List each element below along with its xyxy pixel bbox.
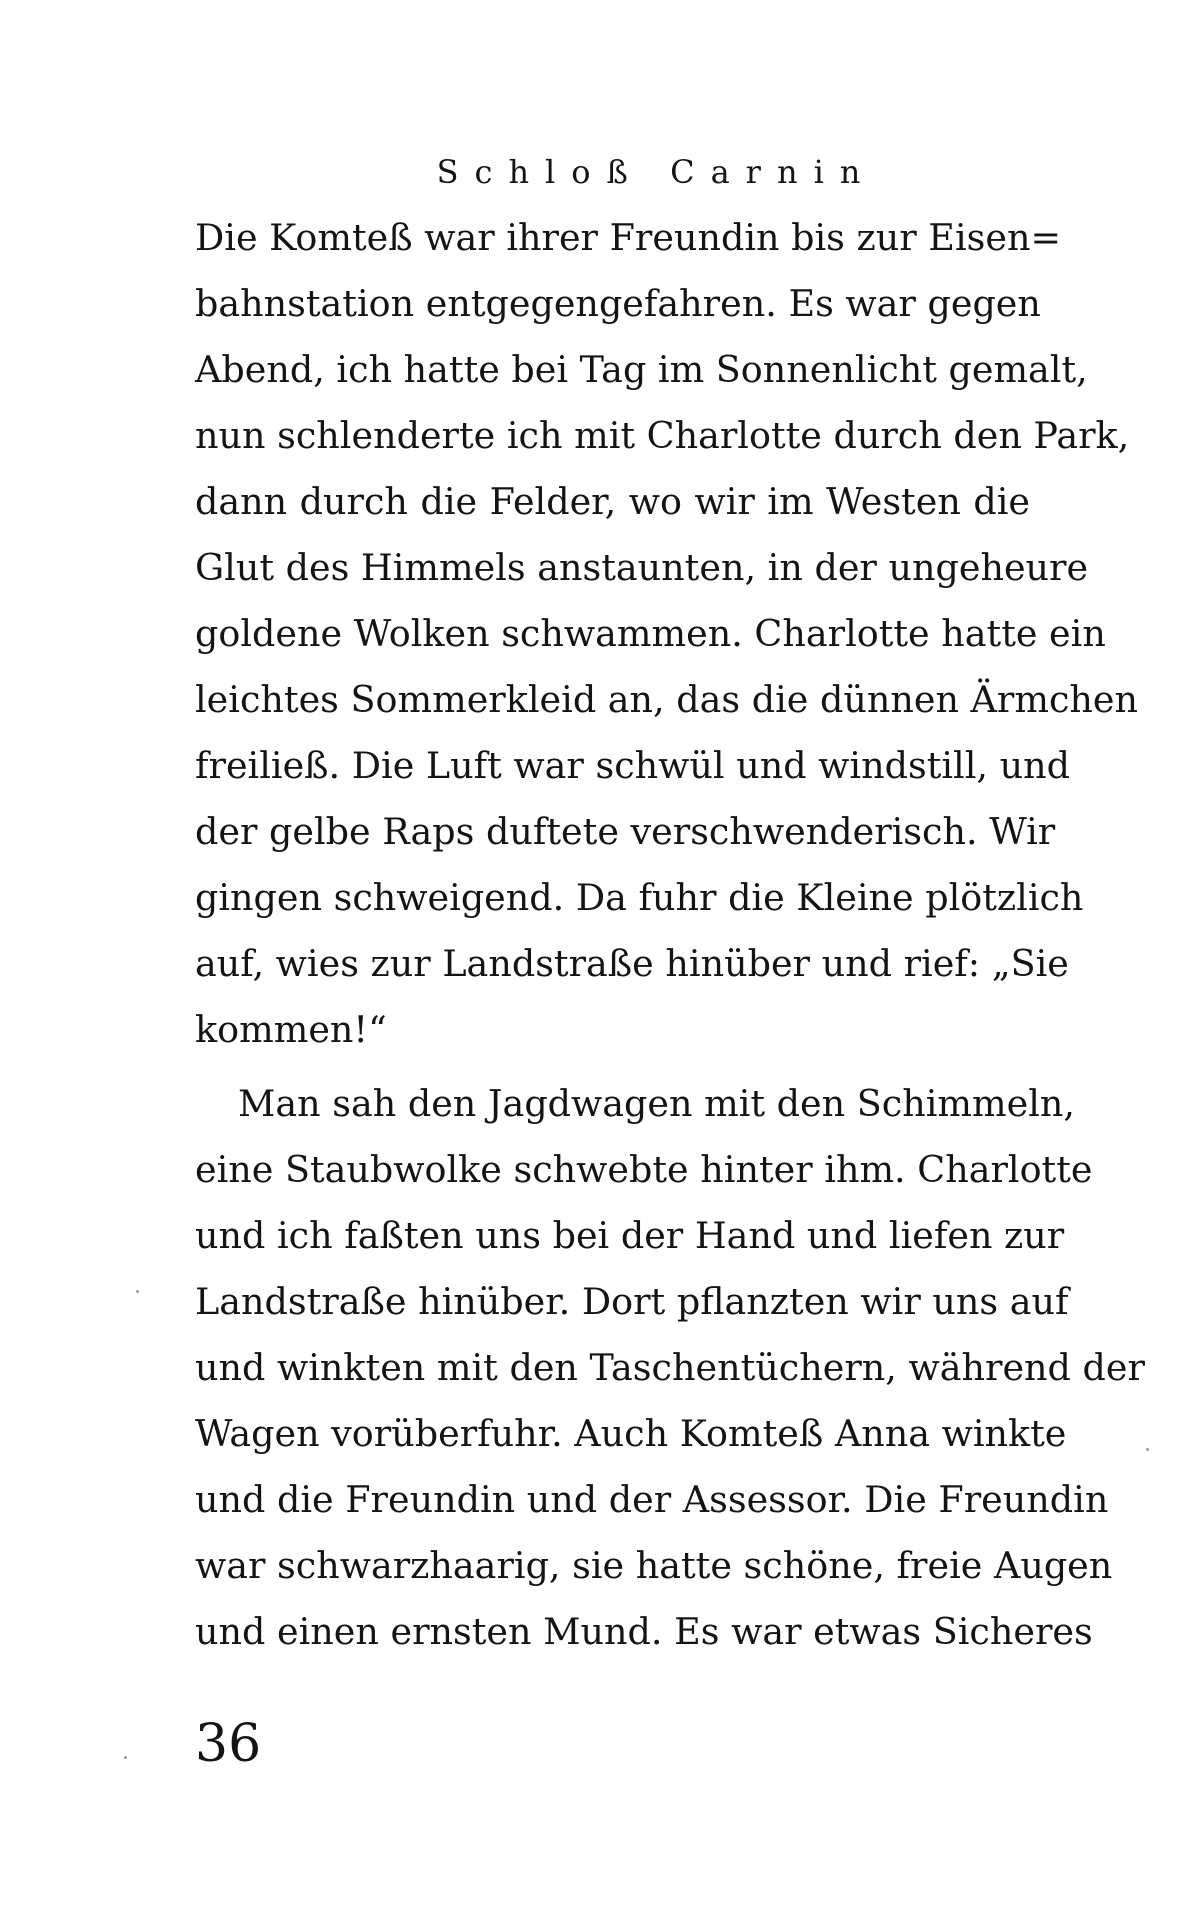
text-line: war schwarzhaarig, sie hatte schöne, freie Augen [195, 1544, 1113, 1587]
text-line: Landstraße hinüber. Dort pflanzten wir uns auf [195, 1280, 1069, 1323]
text-line: Die Komteß war ihrer Freundin bis zur Eisen= [195, 216, 1062, 259]
text-line: freiließ. Die Luft war schwül und windstill, und [195, 744, 1070, 787]
running-head: Schloß Carnin [436, 153, 877, 191]
text-line: Man sah den Jagdwagen mit den Schimmeln, [238, 1082, 1075, 1125]
text-line: Wagen vorüberfuhr. Auch Komteß Anna winkte [195, 1412, 1067, 1455]
paper-speck [136, 1290, 139, 1293]
page-number: 36 [195, 1714, 262, 1774]
text-line: goldene Wolken schwammen. Charlotte hatte ein [195, 612, 1106, 655]
text-line: Glut des Himmels anstaunten, in der ungeheure [195, 546, 1089, 589]
paper-speck [124, 1756, 127, 1759]
text-line: Abend, ich hatte bei Tag im Sonnenlicht gemalt, [195, 348, 1088, 391]
paper-speck [1146, 1448, 1149, 1451]
text-line: und winkten mit den Taschentüchern, während der [195, 1346, 1145, 1389]
text-line: und ich faßten uns bei der Hand und liefen zur [195, 1214, 1065, 1257]
text-line: und die Freundin und der Assessor. Die Freundin [195, 1478, 1109, 1521]
text-line: dann durch die Felder, wo wir im Westen die [195, 480, 1030, 523]
text-line: auf, wies zur Landstraße hinüber und rief: „Sie [195, 942, 1069, 985]
text-line: und einen ernsten Mund. Es war etwas Sicheres [195, 1610, 1093, 1653]
text-line: eine Staubwolke schwebte hinter ihm. Charlotte [195, 1148, 1093, 1191]
text-line: der gelbe Raps duftete verschwenderisch. Wir [195, 810, 1056, 853]
text-line: bahnstation entgegengefahren. Es war gegen [195, 282, 1041, 325]
text-line: gingen schweigend. Da fuhr die Kleine plötzlich [195, 876, 1084, 919]
text-line: leichtes Sommerkleid an, das die dünnen Ärmchen [195, 678, 1139, 721]
text-line: nun schlenderte ich mit Charlotte durch den Park, [195, 414, 1130, 457]
text-line: kommen!“ [195, 1008, 387, 1051]
